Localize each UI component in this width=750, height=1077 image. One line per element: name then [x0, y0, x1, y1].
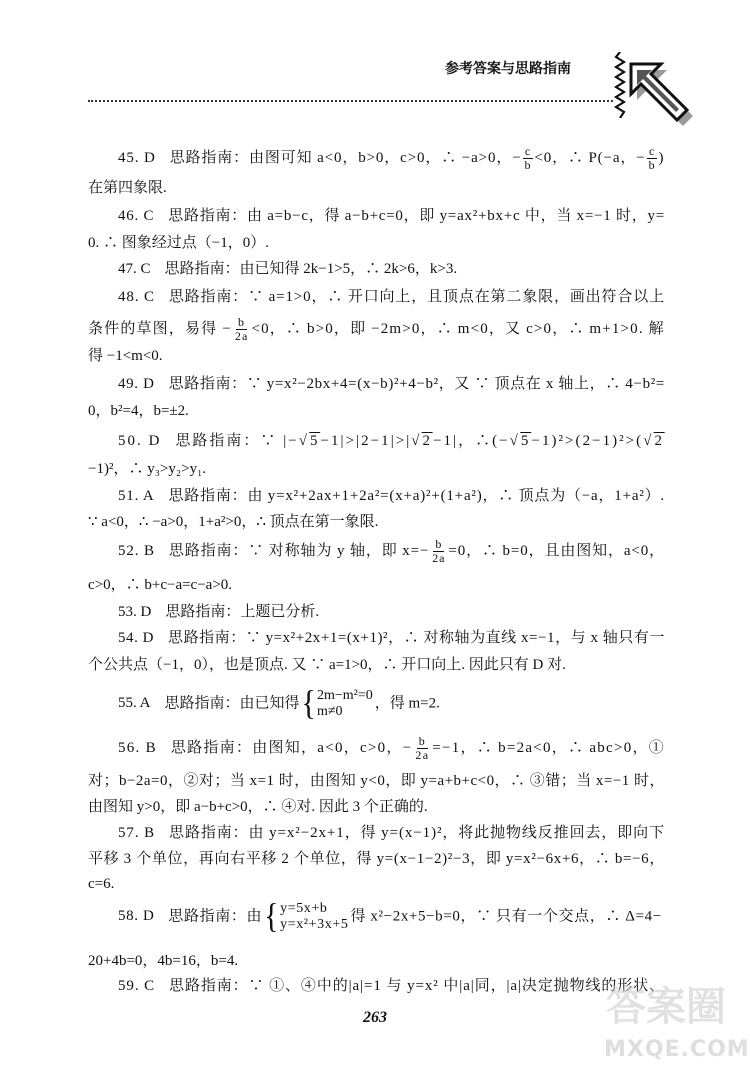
- fraction: [413, 735, 431, 762]
- line-content: [88, 511, 378, 533]
- fraction-numerator: c: [648, 144, 656, 158]
- text-segment: 思路指南：由图知，a<0，c>0，−: [170, 739, 413, 756]
- text-segment: −1|，∴(−: [433, 433, 510, 449]
- answer-57-line-2: [88, 848, 665, 870]
- answer-51-line-2: [88, 511, 665, 533]
- radical-sign-icon: √: [509, 433, 520, 449]
- answer-51-line-1: [118, 485, 665, 507]
- brace-icon: {: [264, 897, 280, 936]
- line-content: [88, 848, 665, 870]
- line-content: [118, 975, 665, 997]
- text-segment: 思路指南：由 y=x²+2ax+1+2a²=(x+a)²+(1+a²)，∴ 顶点为（−a，1+a²）.: [168, 488, 665, 504]
- answer-45-line-2: [88, 177, 665, 199]
- watermark-logo: 答案圈: [606, 984, 726, 1030]
- header-dotted-rule: [88, 100, 613, 102]
- answer-label: 53. D: [118, 604, 152, 620]
- answer-56-line-2: [88, 770, 665, 792]
- line-content: [118, 145, 664, 172]
- answer-46-line-2: [88, 232, 665, 254]
- answer-label: 59. C: [118, 978, 156, 994]
- answer-48-line-2: [88, 315, 665, 343]
- fraction-numerator: c: [524, 144, 532, 158]
- fraction: [430, 538, 447, 565]
- text-segment: 思路指南：∵ |−: [175, 433, 299, 449]
- line-content: [88, 574, 232, 596]
- answer-58-line-1: [118, 897, 665, 936]
- answer-52-line-1: [118, 537, 665, 565]
- answer-54-line-2: [88, 654, 665, 676]
- answer-57-line-1: [118, 822, 665, 844]
- answer-label: 58. D: [118, 908, 155, 925]
- answer-55-line-1: [118, 684, 665, 723]
- text-segment: −1)²，∴ y₃>y₂>y₁.: [88, 461, 207, 477]
- text-segment: 0. ∴ 图象经过点（−1，0）.: [88, 235, 269, 251]
- answer-54-line-1: [118, 627, 665, 649]
- text-segment: 得 −1<m<0.: [88, 348, 163, 364]
- text-segment: 对；b−2a=0，②对；当 x=1 时，由图知 y<0，即 y=a+b+c<0，∴ ③错；当 x=−1 时，: [88, 773, 665, 789]
- answer-46-line-1: [118, 205, 665, 227]
- text-segment: 思路指南：∵ y=x²+2x+1=(x+1)²，∴ 对称轴为直线 x=−1，与 x 轴只有一: [168, 630, 665, 646]
- answer-50-line-1: [118, 430, 665, 452]
- radical-sign-icon: √: [411, 433, 422, 449]
- page-number: 263: [363, 1009, 387, 1026]
- text-segment: 思路指南：∵ y=x²−2bx+4=(x−b)²+4−b²，又 ∵ 顶点在 x 轴上，∴ 4−b²=: [168, 376, 665, 392]
- line-content: [88, 950, 238, 972]
- line-content: [88, 232, 269, 254]
- fraction-numerator: b: [435, 537, 443, 551]
- fraction-numerator: b: [238, 315, 246, 329]
- line-content: [118, 258, 457, 280]
- text-segment: 20+4b=0，4b=16，b=4.: [88, 953, 239, 969]
- square-root-radicand: 2: [422, 433, 433, 449]
- answer-56-line-3: [88, 796, 665, 818]
- radical-sign-icon: √: [643, 433, 654, 449]
- line-content: [88, 316, 665, 343]
- line-content: [118, 897, 662, 936]
- line-content: [118, 286, 665, 308]
- line-content: [88, 770, 665, 792]
- square-root: [510, 432, 532, 449]
- watermark-site: MXQE.COM: [604, 1037, 750, 1062]
- text-segment: 思路指南：由已知得: [164, 695, 300, 712]
- square-root-radicand: 2: [654, 433, 665, 449]
- answer-49-line-2: [88, 400, 665, 422]
- line-content: [118, 627, 665, 649]
- equation-system-row: 2m−m²=0: [316, 688, 373, 703]
- equation-system: [264, 897, 349, 936]
- text-segment: <0，∴ b>0，即 −2m>0，∴ m<0，又 c>0，∴ m+1>0. 解: [251, 320, 665, 337]
- square-root-radicand: 5: [520, 433, 531, 449]
- text-segment: =0，∴ b=0，且由图知，a<0，: [448, 542, 665, 559]
- answer-52-line-2: [88, 574, 665, 596]
- text-segment: 个公共点（−1，0），也是顶点. 又 ∵ a=1>0，∴ 开口向上. 因此只有 D 对.: [88, 657, 566, 673]
- fraction: [233, 316, 251, 343]
- line-content: [118, 373, 665, 395]
- text-segment: ，得 m=2.: [374, 695, 440, 712]
- answer-label: 46. C: [118, 208, 155, 224]
- answer-59-line-1: [118, 975, 665, 997]
- line-content: [88, 345, 163, 367]
- answer-label: 47. C: [118, 261, 151, 277]
- text-segment: 由图知 y>0，即 a−b+c>0，∴ ④对. 因此 3 个正确的.: [88, 799, 428, 815]
- line-content: [88, 796, 428, 818]
- text-segment: −1|>|2−1|>|: [320, 433, 412, 449]
- radical-sign-icon: √: [298, 433, 310, 449]
- square-root: [643, 432, 665, 449]
- text-segment: c>0，∴ b+c−a=c−a>0.: [88, 577, 233, 593]
- answer-label: 52. B: [118, 542, 155, 559]
- answer-58-line-2: [88, 950, 665, 972]
- line-content: [118, 601, 319, 623]
- text-segment: 思路指南：由 a=b−c，得 a−b+c=0，即 y=ax²+bx+c 中，当 x=−1 时，y=: [168, 208, 666, 224]
- text-segment: 思路指南：∵ a=1>0，∴ 开口向上，且顶点在第二象限，画出符合以上: [168, 289, 665, 305]
- answer-label: 48. C: [118, 289, 155, 305]
- line-content: [118, 205, 665, 227]
- answer-label: 57. B: [118, 825, 156, 841]
- answer-label: 55. A: [118, 695, 151, 712]
- line-content: [118, 684, 440, 723]
- arrow-up-left-icon: [626, 60, 696, 126]
- equation-system-row: y=x²+3x+5: [280, 917, 349, 932]
- text-segment: 0，b²=4，b=±2.: [88, 403, 189, 419]
- answer-label: 50. D: [118, 433, 162, 449]
- equation-system-rows: [317, 688, 373, 720]
- answer-label: 49. D: [118, 376, 155, 392]
- text-segment: <0，∴ P(−a，−: [534, 149, 646, 166]
- text-segment: 条件的草图，易得 −: [88, 320, 232, 337]
- square-root-radicand: 5: [310, 433, 320, 449]
- line-content: [88, 177, 167, 199]
- brace-icon: {: [301, 684, 316, 723]
- answer-label: 51. A: [118, 488, 155, 504]
- text-segment: ): [658, 149, 665, 166]
- answer-label: 45. D: [118, 149, 156, 166]
- equation-system: [301, 684, 373, 723]
- line-content: [118, 430, 665, 452]
- answer-49-line-1: [118, 373, 665, 395]
- equation-system-row: y=5x+b: [280, 901, 328, 916]
- answer-48-line-3: [88, 345, 665, 367]
- text-segment: 思路指南：由已知得 2k−1>5，∴ 2k>6，k>3.: [164, 261, 458, 277]
- equation-system-rows: [280, 901, 348, 933]
- square-root: [299, 432, 321, 449]
- fraction-denominator: b: [524, 158, 532, 172]
- running-header-title: 参考答案与思路指南: [445, 62, 571, 77]
- square-root: [411, 432, 433, 449]
- text-segment: 平移 3 个单位，再向右平移 2 个单位，得 y=(x−1−2)²−3，即 y=x²−6x+6，∴ b=−6，: [88, 851, 665, 867]
- text-segment: ∵ a<0，∴ −a>0，1+a²>0，∴ 顶点在第一象限.: [88, 514, 379, 530]
- line-content: [88, 458, 206, 480]
- fraction-denominator: 2a: [432, 551, 446, 565]
- line-content: [88, 873, 114, 895]
- line-content: [118, 735, 665, 762]
- text-segment: 思路指南：∵ 对称轴为 y 轴，即 x=−: [168, 542, 430, 559]
- line-content: [118, 538, 665, 565]
- fraction-numerator: b: [418, 734, 426, 748]
- answer-label: 54. D: [118, 630, 155, 646]
- fraction-denominator: b: [648, 158, 656, 172]
- fraction-denominator: 2a: [234, 329, 249, 343]
- answer-56-line-1: [118, 734, 666, 762]
- text-segment: 在第四象限.: [88, 180, 167, 196]
- answer-48-line-1: [118, 286, 665, 308]
- text-segment: c=6.: [88, 876, 115, 892]
- answer-label: 56. B: [118, 739, 157, 756]
- answer-57-line-3: [88, 873, 665, 895]
- equation-system-row: m≠0: [316, 704, 343, 719]
- line-content: [88, 654, 566, 676]
- answer-45-line-1: [118, 144, 665, 172]
- fraction: [523, 145, 534, 172]
- line-content: [118, 485, 665, 507]
- text-segment: 思路指南：由: [168, 908, 263, 925]
- line-content: [88, 400, 189, 422]
- text-segment: 思路指南：由 y=x²−2x+1，得 y=(x−1)²，将此抛物线反推回去，即向下: [169, 825, 665, 841]
- text-segment: =−1，∴ b=2a<0，∴ abc>0，①: [432, 739, 666, 756]
- text-segment: 思路指南：∵ ①、④中的|a|=1 与 y=x² 中|a|同，|a|决定抛物线的形状、: [169, 978, 666, 994]
- text-segment: 思路指南：上题已分析.: [165, 604, 320, 620]
- text-segment: 得 x²−2x+5−b=0，∵ 只有一个交点，∴ Δ=4−: [350, 908, 662, 925]
- answer-47-line-1: [118, 258, 665, 280]
- answer-50-line-2: [88, 458, 665, 480]
- fraction-denominator: 2a: [415, 748, 430, 762]
- text-segment: 思路指南：由图可知 a<0，b>0，c>0，∴ −a>0，−: [169, 149, 522, 166]
- fraction: [647, 145, 658, 172]
- text-segment: −1)²>(2−1)²>(: [531, 433, 644, 449]
- answer-53-line-1: [118, 601, 665, 623]
- line-content: [118, 822, 665, 844]
